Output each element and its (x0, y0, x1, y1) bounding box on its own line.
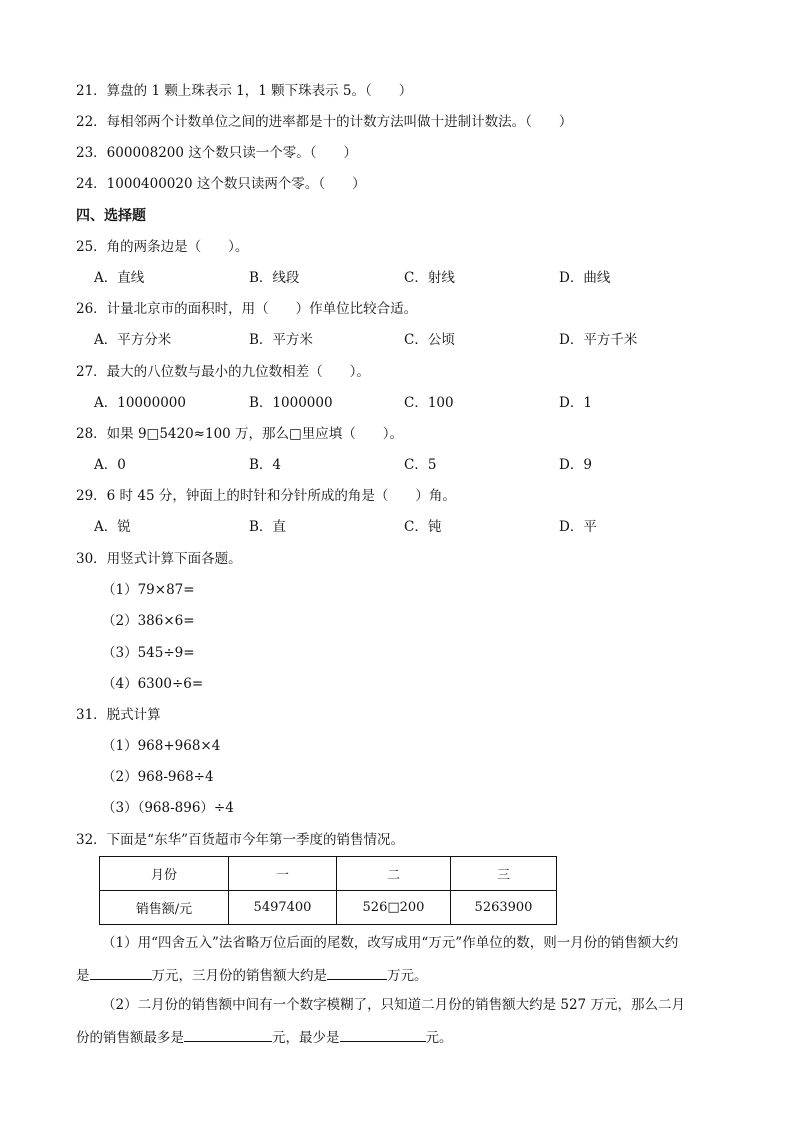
question-28: 28．如果 9□5420≈100 万，那么□里应填（ ）。 (76, 426, 404, 442)
q27-option-c: C．100 (404, 395, 454, 411)
q31-item-2: （2）968-968÷4 (102, 769, 214, 785)
question-32: 32．下面是“东华”百货超市今年第一季度的销售情况。 (76, 832, 404, 848)
q32-part1-line2 (76, 965, 428, 985)
q27-option-a: A．10000000 (94, 395, 186, 411)
q32-part2-line2 (76, 1027, 453, 1047)
q32-part1-text-b: 万元，三月份的销售额大约是 (151, 968, 327, 984)
table-row (100, 857, 557, 891)
question-31: 31．脱式计算 (76, 707, 161, 723)
q30-item-2: （2）386×6= (102, 613, 195, 629)
table-row (100, 891, 557, 925)
q26-option-d: D．平方千米 (559, 332, 638, 348)
q28-option-d: D．9 (559, 457, 592, 473)
section-heading-choice: 四、选择题 (76, 208, 146, 224)
q27-option-b: B．1000000 (249, 395, 333, 411)
q32-part1-text-a: 是 (76, 968, 90, 984)
question-23: 23．600008200 这个数只读一个零。（ ） (76, 145, 358, 161)
q31-item-3: （3）（968-896）÷4 (102, 800, 234, 816)
q32-part2-text-c: 元。 (425, 1030, 453, 1046)
table-cell: 5263900 (451, 891, 557, 925)
q29-option-a: A．锐 (94, 519, 131, 535)
question-27: 27．最大的八位数与最小的九位数相差（ ）。 (76, 364, 370, 380)
q25-option-d: D．曲线 (559, 270, 611, 286)
q26-option-b: B．平方米 (249, 332, 313, 348)
answer-blank[interactable] (327, 965, 387, 980)
table-cell: 526□200 (337, 891, 451, 925)
q31-item-1: （1）968+968×4 (102, 738, 221, 754)
question-30: 30．用竖式计算下面各题。 (76, 551, 242, 567)
q32-part2-line1: （2）二月份的销售额中间有一个数字模糊了，只知道二月份的销售额大约是 527 万元，那么二月 (102, 997, 685, 1013)
question-29: 29．6 时 45 分，钟面上的时针和分针所成的角是（ ）角。 (76, 488, 456, 504)
q32-part1-line1: （1）用“四舍五入”法省略万位后面的尾数，改写成用“万元”作单位的数，则一月份的销售额大约 (102, 935, 679, 951)
q29-option-d: D．平 (559, 519, 597, 535)
table-header-cell: 月份 (100, 857, 229, 891)
answer-blank[interactable] (340, 1027, 426, 1042)
q26-option-c: C．公顷 (404, 332, 455, 348)
q28-option-a: A．0 (94, 457, 126, 473)
table-header-cell: 一 (229, 857, 337, 891)
question-24: 24．1000400020 这个数只读两个零。（ ） (76, 176, 366, 192)
answer-blank[interactable] (184, 1027, 272, 1042)
question-26: 26．计量北京市的面积时，用（ ）作单位比较合适。 (76, 301, 418, 317)
question-22: 22．每相邻两个计数单位之间的进率都是十的计数方法叫做十进制计数法。（ ） (76, 114, 573, 130)
q26-option-a: A．平方分米 (94, 332, 172, 348)
q30-item-4: （4）6300÷6= (102, 676, 204, 692)
q32-part2-text-a: 份的销售额最多是 (76, 1030, 184, 1046)
q27-option-d: D．1 (559, 395, 592, 411)
q29-option-b: B．直 (249, 519, 286, 535)
q25-option-b: B．线段 (249, 270, 300, 286)
q32-part2-text-b: 元，最少是 (272, 1030, 340, 1046)
table-header-cell: 二 (337, 857, 451, 891)
sales-table (99, 856, 557, 925)
q32-part1-text-c: 万元。 (387, 968, 428, 984)
question-25: 25．角的两条边是（ ）。 (76, 239, 249, 255)
q28-option-c: C．5 (404, 457, 437, 473)
q25-option-a: A．直线 (94, 270, 145, 286)
q30-item-1: （1）79×87= (102, 582, 195, 598)
q30-item-3: （3）545÷9= (102, 645, 195, 661)
table-cell: 销售额/元 (100, 891, 229, 925)
table-header-cell: 三 (451, 857, 557, 891)
q29-option-c: C．钝 (404, 519, 442, 535)
table-cell: 5497400 (229, 891, 337, 925)
question-21: 21．算盘的 1 颗上珠表示 1，1 颗下珠表示 5。（ ） (76, 83, 413, 99)
q25-option-c: C．射线 (404, 270, 455, 286)
answer-blank[interactable] (90, 965, 152, 980)
q28-option-b: B．4 (249, 457, 282, 473)
